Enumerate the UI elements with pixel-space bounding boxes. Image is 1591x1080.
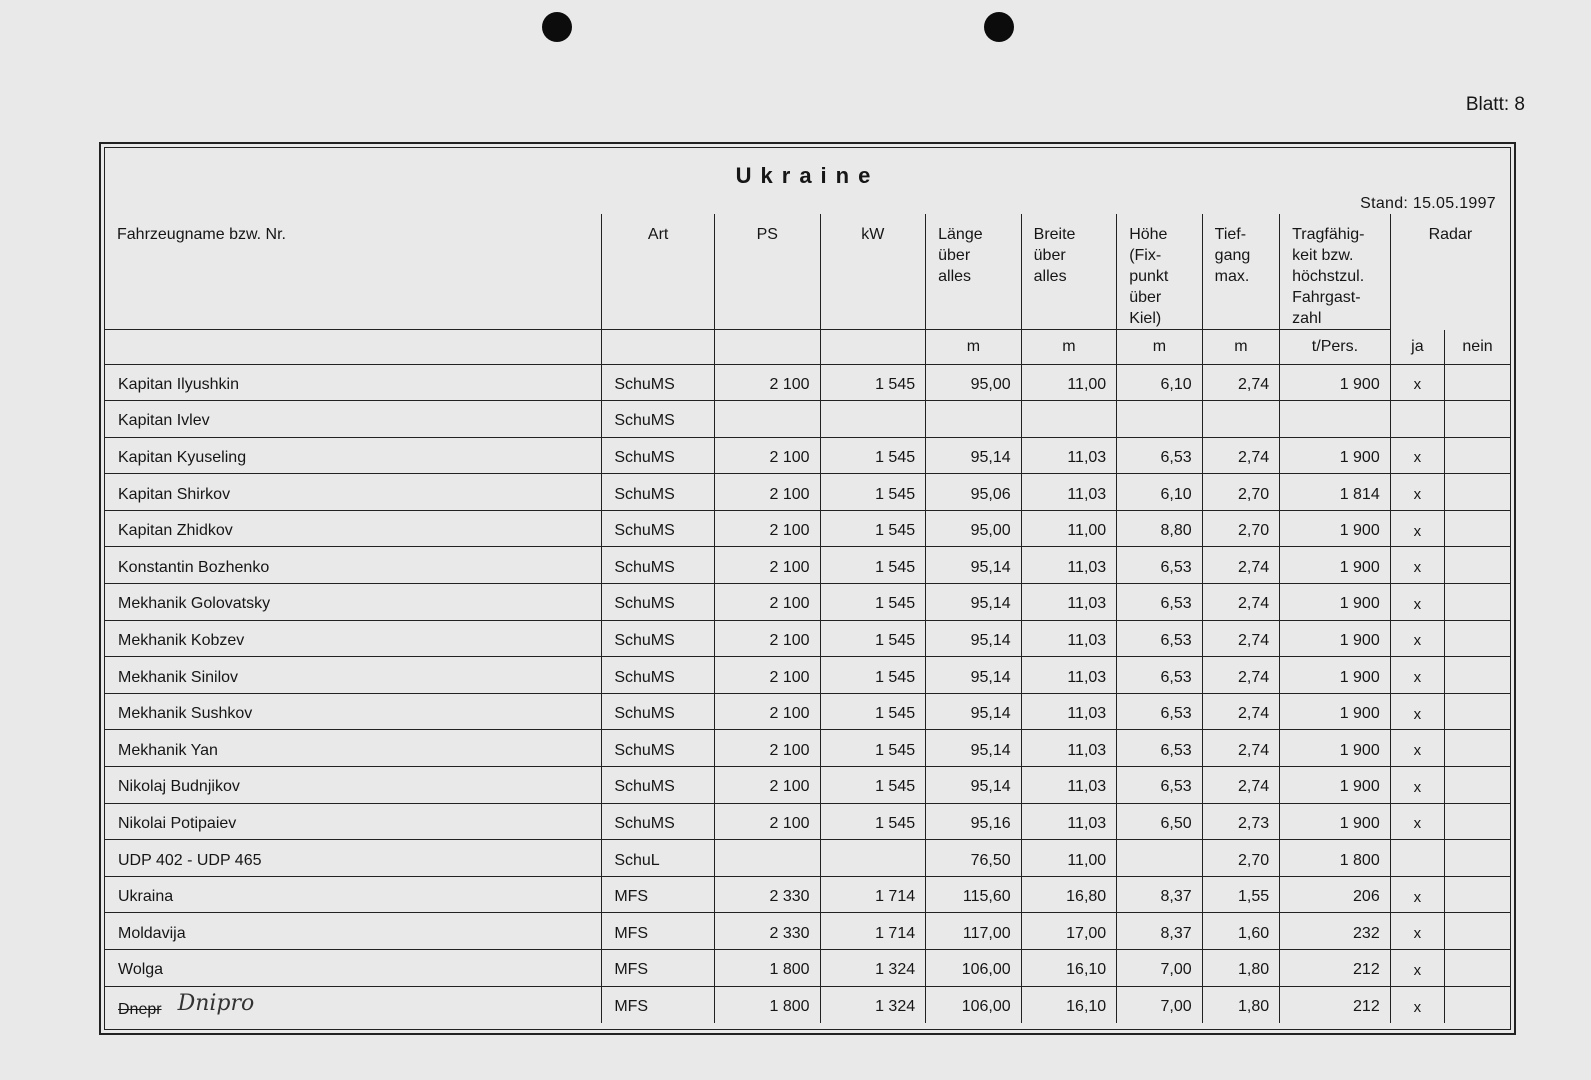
cell-radar-nein	[1445, 767, 1510, 804]
header-hoehe-line: punkt	[1129, 268, 1169, 285]
cell-name: Ukraina	[105, 876, 602, 913]
vessel-table	[105, 214, 1510, 1023]
unit-tiefgang	[1202, 330, 1279, 365]
cell-radar-ja: x	[1390, 913, 1444, 950]
sheet-number: Blatt: 8	[1465, 94, 1525, 115]
cell-radar-nein	[1445, 437, 1510, 474]
header-tiefgang-line: Tief-	[1214, 226, 1247, 243]
punch-hole-left	[542, 12, 572, 42]
cell-laenge: 95,00	[926, 510, 1022, 547]
cell-ps: 2 100	[714, 364, 820, 401]
cell-name: Kapitan Shirkov	[105, 474, 602, 511]
cell-ps	[714, 840, 820, 877]
cell-breite: 16,10	[1021, 986, 1117, 1023]
cell-laenge: 95,14	[926, 620, 1022, 657]
cell-art: SchuMS	[602, 547, 715, 584]
cell-art: SchuMS	[602, 510, 715, 547]
cell-art: MFS	[602, 876, 715, 913]
cell-tiefgang: 2,74	[1202, 364, 1279, 401]
header-tiefgang-line: gang	[1214, 247, 1251, 264]
cell-kw: 1 545	[820, 510, 926, 547]
cell-ps: 2 100	[714, 510, 820, 547]
cell-kw: 1 545	[820, 620, 926, 657]
unit-laenge	[926, 330, 1022, 365]
header-breite-line: Breite	[1033, 226, 1076, 243]
cell-kw: 1 324	[820, 986, 926, 1023]
cell-radar-ja: x	[1390, 730, 1444, 767]
cell-ps: 2 100	[714, 620, 820, 657]
cell-laenge: 95,14	[926, 584, 1022, 621]
cell-hoehe: 6,10	[1117, 474, 1202, 511]
cell-tragfaehigkeit: 1 900	[1280, 693, 1391, 730]
cell-tiefgang	[1202, 401, 1279, 438]
cell-ps: 2 100	[714, 767, 820, 804]
cell-tiefgang: 2,74	[1202, 620, 1279, 657]
cell-art: SchuMS	[602, 401, 715, 438]
cell-radar-nein	[1445, 840, 1510, 877]
table-frame	[99, 142, 1516, 1035]
cell-tragfaehigkeit: 232	[1280, 913, 1391, 950]
cell-art: SchuL	[602, 840, 715, 877]
table-row	[105, 767, 1510, 804]
cell-radar-nein	[1445, 876, 1510, 913]
cell-hoehe: 6,10	[1117, 364, 1202, 401]
table-row	[105, 584, 1510, 621]
cell-kw: 1 545	[820, 730, 926, 767]
header-trag-line: Fahrgast-	[1292, 289, 1361, 306]
cell-radar-nein	[1445, 584, 1510, 621]
table-row	[105, 986, 1510, 1023]
cell-breite: 11,00	[1021, 840, 1117, 877]
table-row	[105, 437, 1510, 474]
cell-name: Wolga	[105, 950, 602, 987]
cell-radar-nein	[1445, 913, 1510, 950]
header-radar: Radar	[1390, 214, 1510, 330]
cell-tragfaehigkeit: 1 900	[1280, 437, 1391, 474]
unit-tiefgang-text: m	[1234, 338, 1248, 355]
cell-radar-ja: x	[1390, 986, 1444, 1023]
cell-laenge: 106,00	[926, 986, 1022, 1023]
cell-hoehe: 6,53	[1117, 547, 1202, 584]
cell-kw: 1 545	[820, 437, 926, 474]
cell-radar-ja: x	[1390, 547, 1444, 584]
table-row	[105, 950, 1510, 987]
cell-radar-ja: x	[1390, 876, 1444, 913]
cell-art: SchuMS	[602, 437, 715, 474]
cell-radar-nein	[1445, 510, 1510, 547]
cell-tragfaehigkeit: 1 900	[1280, 620, 1391, 657]
cell-kw: 1 545	[820, 657, 926, 694]
table-row	[105, 620, 1510, 657]
cell-radar-nein	[1445, 693, 1510, 730]
cell-hoehe: 6,53	[1117, 437, 1202, 474]
cell-hoehe: 6,53	[1117, 730, 1202, 767]
cell-name: Mekhanik Sinilov	[105, 657, 602, 694]
handwritten-correction: Dnipro	[177, 990, 255, 1016]
cell-tragfaehigkeit: 212	[1280, 986, 1391, 1023]
cell-ps: 1 800	[714, 986, 820, 1023]
cell-name: Kapitan Zhidkov	[105, 510, 602, 547]
cell-hoehe: 6,53	[1117, 584, 1202, 621]
cell-breite	[1021, 401, 1117, 438]
header-hoehe-line: über	[1129, 289, 1162, 306]
table-row	[105, 840, 1510, 877]
cell-tiefgang: 2,74	[1202, 437, 1279, 474]
header-hoehe-line: Kiel)	[1129, 310, 1162, 327]
cell-art: SchuMS	[602, 803, 715, 840]
header-hoehe-line: Höhe	[1129, 226, 1168, 243]
cell-laenge: 95,14	[926, 730, 1022, 767]
cell-name: Mekhanik Yan	[105, 730, 602, 767]
cell-radar-ja: x	[1390, 474, 1444, 511]
cell-hoehe: 7,00	[1117, 950, 1202, 987]
cell-radar-nein	[1445, 986, 1510, 1023]
cell-name: UDP 402 - UDP 465	[105, 840, 602, 877]
cell-tragfaehigkeit: 1 900	[1280, 364, 1391, 401]
cell-tiefgang: 2,74	[1202, 767, 1279, 804]
cell-tragfaehigkeit: 1 900	[1280, 767, 1391, 804]
cell-art: SchuMS	[602, 767, 715, 804]
cell-kw: 1 545	[820, 547, 926, 584]
cell-tragfaehigkeit: 1 814	[1280, 474, 1391, 511]
cell-kw: 1 324	[820, 950, 926, 987]
cell-tiefgang: 2,73	[1202, 803, 1279, 840]
cell-ps: 2 100	[714, 474, 820, 511]
header-radar-nein	[1445, 330, 1510, 365]
cell-breite: 11,03	[1021, 474, 1117, 511]
cell-laenge: 95,06	[926, 474, 1022, 511]
unit-breite	[1021, 330, 1117, 365]
cell-tragfaehigkeit: 212	[1280, 950, 1391, 987]
cell-name: Mekhanik Sushkov	[105, 693, 602, 730]
cell-tiefgang: 2,74	[1202, 547, 1279, 584]
cell-radar-nein	[1445, 547, 1510, 584]
cell-tiefgang: 2,70	[1202, 474, 1279, 511]
cell-tragfaehigkeit: 206	[1280, 876, 1391, 913]
header-trag-line: Tragfähig-	[1292, 226, 1365, 243]
cell-radar-ja: x	[1390, 620, 1444, 657]
cell-hoehe	[1117, 401, 1202, 438]
cell-breite: 16,10	[1021, 950, 1117, 987]
cell-ps: 2 100	[714, 437, 820, 474]
cell-name: Kapitan Ilyushkin	[105, 364, 602, 401]
cell-art: MFS	[602, 913, 715, 950]
cell-name: Konstantin Bozhenko	[105, 547, 602, 584]
cell-tiefgang: 1,55	[1202, 876, 1279, 913]
cell-hoehe: 6,53	[1117, 767, 1202, 804]
header-trag-line: zahl	[1292, 310, 1322, 327]
cell-tiefgang: 1,80	[1202, 950, 1279, 987]
cell-ps: 2 100	[714, 730, 820, 767]
table-row	[105, 401, 1510, 438]
cell-tiefgang: 2,74	[1202, 730, 1279, 767]
cell-laenge: 95,16	[926, 803, 1022, 840]
table-row	[105, 474, 1510, 511]
cell-hoehe: 8,37	[1117, 913, 1202, 950]
cell-art: MFS	[602, 986, 715, 1023]
cell-radar-ja	[1390, 401, 1444, 438]
unit-hoehe-text: m	[1152, 338, 1167, 355]
cell-radar-nein	[1445, 620, 1510, 657]
cell-radar-ja: x	[1390, 693, 1444, 730]
cell-radar-nein	[1445, 950, 1510, 987]
cell-kw: 1 714	[820, 913, 926, 950]
cell-kw: 1 545	[820, 474, 926, 511]
table-row	[105, 547, 1510, 584]
unit-nein-text: nein	[1462, 337, 1493, 355]
cell-name: Mekhanik Golovatsky	[105, 584, 602, 621]
unit-trag-text: t/Pers.	[1311, 338, 1359, 355]
header-trag-line: höchstzul.	[1292, 268, 1365, 285]
header-hoehe	[1117, 214, 1202, 330]
cell-ps: 2 330	[714, 876, 820, 913]
cell-radar-ja: x	[1390, 510, 1444, 547]
table-row	[105, 876, 1510, 913]
cell-ps: 2 100	[714, 693, 820, 730]
cell-name	[105, 986, 602, 1023]
cell-name: Kapitan Kyuseling	[105, 437, 602, 474]
cell-hoehe: 6,53	[1117, 693, 1202, 730]
header-art-spacer	[602, 330, 715, 365]
header-tiefgang	[1202, 214, 1279, 330]
cell-tiefgang: 1,80	[1202, 986, 1279, 1023]
header-name: Fahrzeugname bzw. Nr.	[105, 214, 602, 330]
cell-kw: 1 545	[820, 693, 926, 730]
header-ps-spacer	[714, 330, 820, 365]
unit-ja-text: ja	[1411, 337, 1424, 355]
cell-laenge: 95,14	[926, 767, 1022, 804]
cell-kw: 1 714	[820, 876, 926, 913]
cell-name: Kapitan Ivlev	[105, 401, 602, 438]
cell-art: SchuMS	[602, 584, 715, 621]
cell-hoehe: 7,00	[1117, 986, 1202, 1023]
cell-laenge: 115,60	[926, 876, 1022, 913]
header-kw-spacer	[820, 330, 926, 365]
cell-radar-ja: x	[1390, 657, 1444, 694]
cell-laenge: 76,50	[926, 840, 1022, 877]
cell-radar-ja: x	[1390, 803, 1444, 840]
cell-radar-ja: x	[1390, 437, 1444, 474]
cell-breite: 11,00	[1021, 364, 1117, 401]
cell-radar-ja: x	[1390, 584, 1444, 621]
header-breite	[1021, 214, 1117, 330]
cell-ps: 2 100	[714, 547, 820, 584]
cell-tragfaehigkeit: 1 900	[1280, 803, 1391, 840]
cell-laenge: 95,14	[926, 657, 1022, 694]
table-title: Ukraine	[735, 163, 880, 188]
cell-name: Moldavija	[105, 913, 602, 950]
table-row	[105, 730, 1510, 767]
cell-radar-nein	[1445, 364, 1510, 401]
cell-breite: 11,03	[1021, 547, 1117, 584]
cell-kw: 1 545	[820, 584, 926, 621]
cell-radar-nein	[1445, 474, 1510, 511]
cell-laenge: 106,00	[926, 950, 1022, 987]
cell-kw: 1 545	[820, 364, 926, 401]
cell-kw	[820, 401, 926, 438]
cell-tragfaehigkeit	[1280, 401, 1391, 438]
cell-art: SchuMS	[602, 620, 715, 657]
cell-radar-ja	[1390, 840, 1444, 877]
cell-art: SchuMS	[602, 474, 715, 511]
cell-name: Mekhanik Kobzev	[105, 620, 602, 657]
cell-art: SchuMS	[602, 730, 715, 767]
cell-art: SchuMS	[602, 364, 715, 401]
cell-laenge	[926, 401, 1022, 438]
table-row	[105, 803, 1510, 840]
cell-tragfaehigkeit: 1 800	[1280, 840, 1391, 877]
cell-name: Nikolaj Budnjikov	[105, 767, 602, 804]
cell-laenge: 117,00	[926, 913, 1022, 950]
cell-breite: 11,03	[1021, 730, 1117, 767]
cell-laenge: 95,14	[926, 547, 1022, 584]
cell-ps: 2 100	[714, 584, 820, 621]
unit-tragfaehigkeit	[1280, 330, 1391, 365]
header-laenge	[926, 214, 1022, 330]
unit-breite-text: m	[1062, 338, 1076, 355]
cell-breite: 11,03	[1021, 767, 1117, 804]
cell-name: Nikolai Potipaiev	[105, 803, 602, 840]
cell-radar-nein	[1445, 657, 1510, 694]
cell-breite: 11,03	[1021, 693, 1117, 730]
cell-breite: 11,03	[1021, 657, 1117, 694]
cell-breite: 16,80	[1021, 876, 1117, 913]
cell-tragfaehigkeit: 1 900	[1280, 510, 1391, 547]
cell-ps: 2 100	[714, 657, 820, 694]
header-radar-ja	[1390, 330, 1444, 365]
header-tiefgang-line: max.	[1214, 268, 1250, 285]
cell-tiefgang: 2,74	[1202, 693, 1279, 730]
unit-hoehe	[1117, 330, 1202, 365]
table-row	[105, 693, 1510, 730]
struck-name: Dnepr	[118, 1000, 162, 1018]
cell-tiefgang: 2,74	[1202, 584, 1279, 621]
cell-art: SchuMS	[602, 693, 715, 730]
header-art: Art	[602, 214, 715, 330]
cell-hoehe: 6,53	[1117, 657, 1202, 694]
cell-radar-ja: x	[1390, 950, 1444, 987]
table-row	[105, 657, 1510, 694]
cell-tiefgang: 2,70	[1202, 510, 1279, 547]
cell-kw: 1 545	[820, 803, 926, 840]
cell-tiefgang: 2,70	[1202, 840, 1279, 877]
punch-hole-right	[984, 12, 1014, 42]
cell-breite: 11,03	[1021, 437, 1117, 474]
cell-breite: 17,00	[1021, 913, 1117, 950]
cell-tragfaehigkeit: 1 900	[1280, 584, 1391, 621]
header-laenge-line: über	[938, 247, 971, 264]
header-laenge-line: Länge	[938, 226, 983, 243]
cell-breite: 11,03	[1021, 803, 1117, 840]
cell-radar-ja: x	[1390, 767, 1444, 804]
table-row	[105, 510, 1510, 547]
cell-breite: 11,03	[1021, 584, 1117, 621]
cell-hoehe: 8,80	[1117, 510, 1202, 547]
cell-kw: 1 545	[820, 767, 926, 804]
cell-tragfaehigkeit: 1 900	[1280, 547, 1391, 584]
cell-hoehe: 6,50	[1117, 803, 1202, 840]
header-breite-line: über	[1033, 247, 1066, 264]
cell-ps	[714, 401, 820, 438]
cell-breite: 11,03	[1021, 620, 1117, 657]
table-inner-frame	[104, 147, 1511, 1030]
header-breite-line: alles	[1033, 268, 1067, 285]
cell-radar-nein	[1445, 730, 1510, 767]
header-hoehe-line: (Fix-	[1129, 247, 1162, 264]
cell-radar-nein	[1445, 401, 1510, 438]
cell-hoehe: 8,37	[1117, 876, 1202, 913]
header-name-spacer	[105, 330, 602, 365]
cell-kw	[820, 840, 926, 877]
header-trag-line: keit bzw.	[1292, 247, 1354, 264]
cell-art: MFS	[602, 950, 715, 987]
cell-tragfaehigkeit: 1 900	[1280, 657, 1391, 694]
cell-tiefgang: 2,74	[1202, 657, 1279, 694]
cell-tiefgang: 1,60	[1202, 913, 1279, 950]
cell-hoehe	[1117, 840, 1202, 877]
header-tragfaehigkeit	[1280, 214, 1391, 330]
header-laenge-line: alles	[938, 268, 972, 285]
cell-laenge: 95,14	[926, 437, 1022, 474]
cell-hoehe: 6,53	[1117, 620, 1202, 657]
table-row	[105, 913, 1510, 950]
cell-breite: 11,00	[1021, 510, 1117, 547]
stand-date: Stand: 15.05.1997	[1360, 195, 1496, 212]
cell-tragfaehigkeit: 1 900	[1280, 730, 1391, 767]
cell-laenge: 95,14	[926, 693, 1022, 730]
cell-ps: 2 330	[714, 913, 820, 950]
cell-ps: 2 100	[714, 803, 820, 840]
cell-radar-nein	[1445, 803, 1510, 840]
unit-laenge-text: m	[966, 338, 981, 355]
cell-laenge: 95,00	[926, 364, 1022, 401]
cell-radar-ja: x	[1390, 364, 1444, 401]
cell-ps: 1 800	[714, 950, 820, 987]
cell-art: SchuMS	[602, 657, 715, 694]
header-kw: kW	[820, 214, 926, 330]
table-row	[105, 364, 1510, 401]
header-ps: PS	[714, 214, 820, 330]
